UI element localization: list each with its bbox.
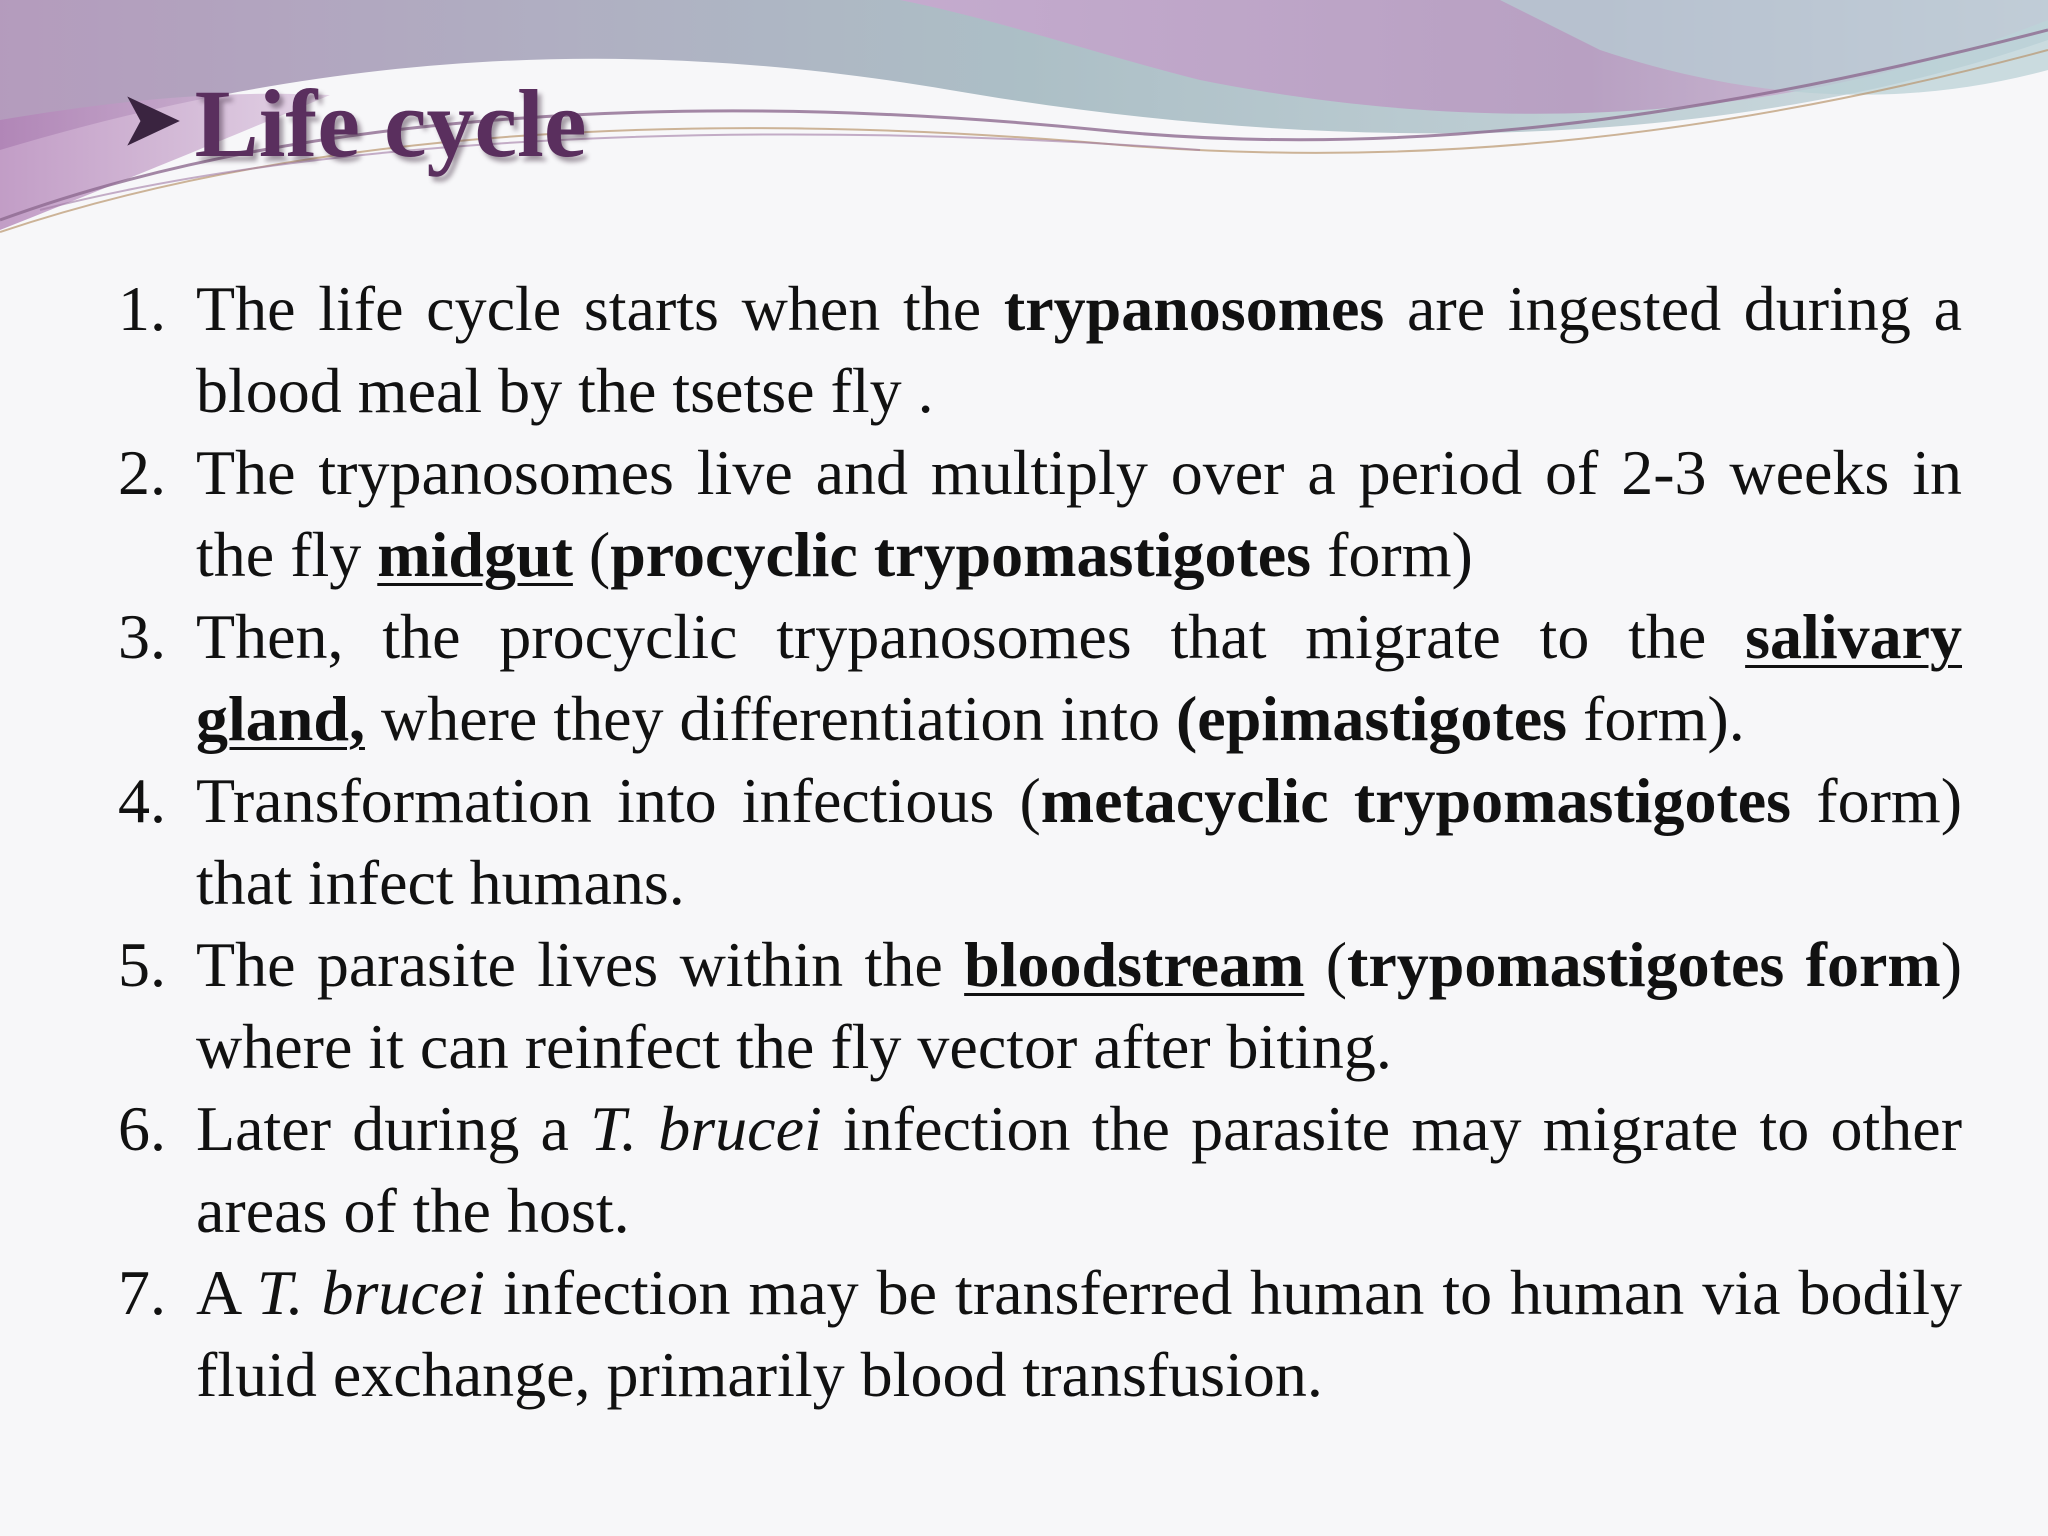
list-item: [112, 924, 1962, 1088]
item-bold-text: metacyclic trypomastigotes: [1040, 765, 1792, 836]
list-item: [112, 432, 1962, 596]
list-item-number: 2.: [118, 437, 166, 508]
item-bold-text: trypanosomes: [1003, 273, 1385, 344]
slide-title-text: Life cycle: [194, 70, 587, 177]
item-text: Then, the procyclic trypanosomes that migrate to the: [196, 601, 1746, 672]
list-item-number: 5.: [118, 929, 166, 1000]
list-item: [112, 596, 1962, 760]
list-item-number: 7.: [118, 1257, 166, 1328]
item-bold-text: (epimastigotes: [1175, 683, 1567, 754]
list-item: [112, 1088, 1962, 1252]
slide-title: [122, 68, 586, 179]
list-item-number: 3.: [118, 601, 166, 672]
item-text: (: [1304, 929, 1348, 1000]
item-bold-text: trypomastigotes form: [1347, 929, 1941, 1000]
list-item: [112, 268, 1962, 432]
item-text: A: [196, 1257, 257, 1328]
item-italic-text: T. brucei: [256, 1257, 486, 1328]
item-text: The parasite lives within the: [196, 929, 965, 1000]
item-text: where they differentiation into: [364, 683, 1176, 754]
list-item: [112, 760, 1962, 924]
item-underlined-bold-text: midgut: [377, 519, 573, 590]
item-bold-text: procyclic trypomastigotes: [610, 519, 1312, 590]
list-item-number: 4.: [118, 765, 166, 836]
item-text: infection may be transferred human to human via bodily fluid exchange, primarily blood transfusion.: [196, 1257, 1963, 1410]
item-italic-text: T. brucei: [590, 1093, 822, 1164]
item-text: infection the parasite may migrate to other areas of the host.: [196, 1093, 1963, 1246]
item-text: Transformation into infectious (: [196, 765, 1041, 836]
item-text: ) where it can reinfect the fly vector after biting.: [196, 929, 1963, 1082]
list-item-number: 6.: [118, 1093, 166, 1164]
item-text: The life cycle starts when the: [196, 273, 1004, 344]
item-text: are ingested during a blood meal by the tsetse fly .: [196, 273, 1963, 426]
item-text: The trypanosomes live and multiply over a period of 2-3 weeks in the fly: [196, 437, 1962, 590]
item-text: form): [1311, 519, 1473, 590]
item-underlined-bold-text: salivary gland,: [196, 601, 1962, 754]
item-underlined-bold-text: bloodstream: [964, 929, 1305, 1000]
list-item-number: 1.: [118, 273, 166, 344]
life-cycle-list: [112, 268, 1962, 1416]
item-text: form).: [1567, 683, 1745, 754]
list-item: [112, 1252, 1962, 1416]
item-text: form) that infect humans.: [196, 765, 1963, 918]
arrow-bullet-icon: ➤: [122, 82, 181, 159]
item-text: Later during a: [196, 1093, 591, 1164]
item-text: (: [572, 519, 611, 590]
